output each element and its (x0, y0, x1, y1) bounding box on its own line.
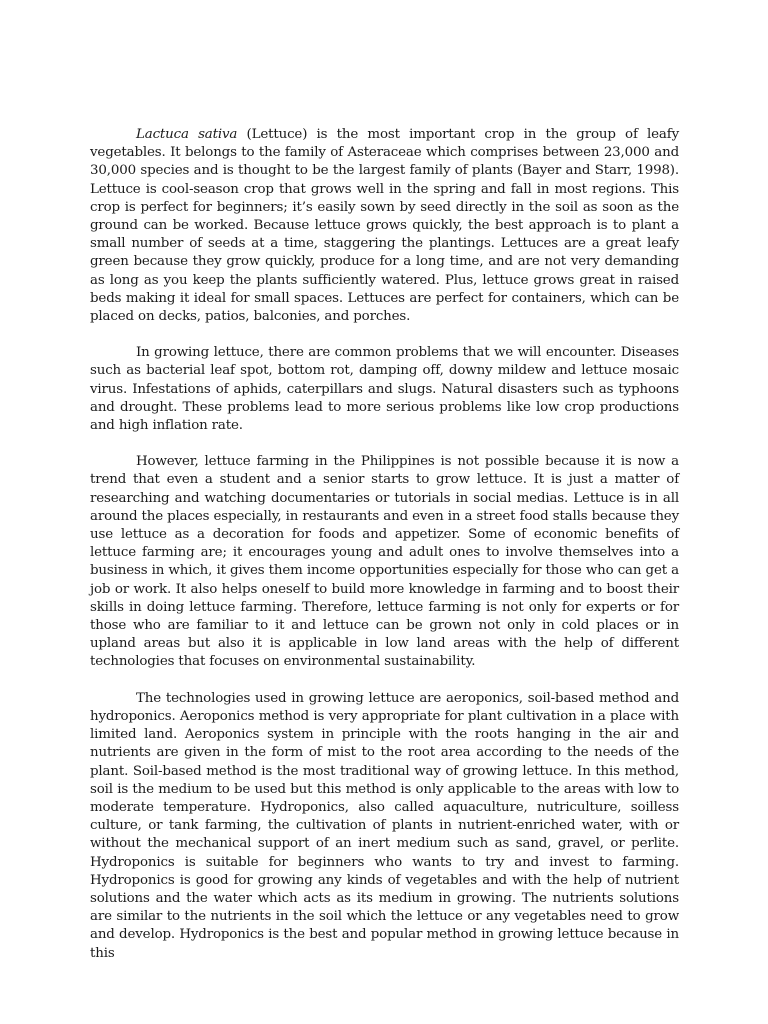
paragraph-2: In growing lettuce, there are common problems that we will encounter. Diseases such as bacterial leaf spot, bottom rot, damping off, downy mildew and lettuce mosaic virus. Infestations of aphids, caterpillars and slugs. Natural disasters such as typhoons and drought. These problems lead to more serious problems like low crop productions and high inflation rate. (90, 345, 679, 434)
paragraph-4: The technologies used in growing lettuce are aeroponics, soil-based method and hydroponics. Aeroponics method is very appropriate for plant cultivation in a place with limited land. Aeroponics system in principle with the roots hanging in the air and nutrients are given in the form of mist to the root area according to the needs of the plant. Soil-based method is the most traditional way of growing lettuce. In this method, soil is the medium to be used but this method is only applicable to the areas with low to moderate temperature. Hydroponics, also called aquaculture, nutriculture, soilless culture, or tank farming, the cultivation of plants in nutrient-enriched water, with or without the mechanical support of an inert medium such as sand, gravel, or perlite. Hydroponics is suitable for beginners who wants to try and invest to farming. Hydroponics is good for growing any kinds of vegetables and with the help of nutrient solutions and the water which acts as its medium in growing. The nutrients solutions are similar to the nutrients in the soil which the lettuce or any vegetables need to grow and develop. Hydroponics is the best and popular method in growing lettuce because in this (90, 690, 679, 961)
paragraph-3: However, lettuce farming in the Philippines is not possible because it is now a trend that even a student and a senior starts to grow lettuce. It is just a matter of researching and watching documentaries or tutorials in social medias. Lettuce is in all around the places especially, in restaurants and even in a street food stalls because they use lettuce as a decoration for foods and appetizer. Some of economic benefits of lettuce farming are; it encourages young and adult ones to involve themselves into a business in which, it gives them income opportunities especially for those who can get a job or work. It also helps oneself to build more knowledge in farming and to boost their skills in doing lettuce farming. Therefore, lettuce farming is not only for experts or for those who are familiar to it and lettuce can be grown not only in cold places or in upland areas but also it is applicable in low land areas with the help of different technologies that focuses on environmental sustainability. (90, 454, 679, 670)
document-page (90, 126, 679, 981)
paragraph-1-text: (Lettuce) is the most important crop in the group of leafy vegetables. It belongs to the family of Asteraceae which comprises between 23,000 and 30,000 species and is thought to be the largest family of plants (Bayer and Starr, 1998). Lettuce is cool-season crop that grows well in the spring and fall in most regions. This crop is perfect for beginners; it’s easily sown by seed directly in the soil as soon as the ground can be worked. Because lettuce grows quickly, the best approach is to plant a small number of seeds at a time, staggering the plantings. Lettuces are a great leafy green because they grow quickly, produce for a long time, and are not very demanding as long as you keep the plants sufficiently watered. Plus, lettuce grows great in raised beds making it ideal for small spaces. Lettuces are perfect for containers, which can be placed on decks, patios, balconies, and porches. (90, 127, 679, 325)
scientific-name: Lactuca sativa (136, 127, 238, 142)
paragraph-1 (90, 126, 679, 326)
